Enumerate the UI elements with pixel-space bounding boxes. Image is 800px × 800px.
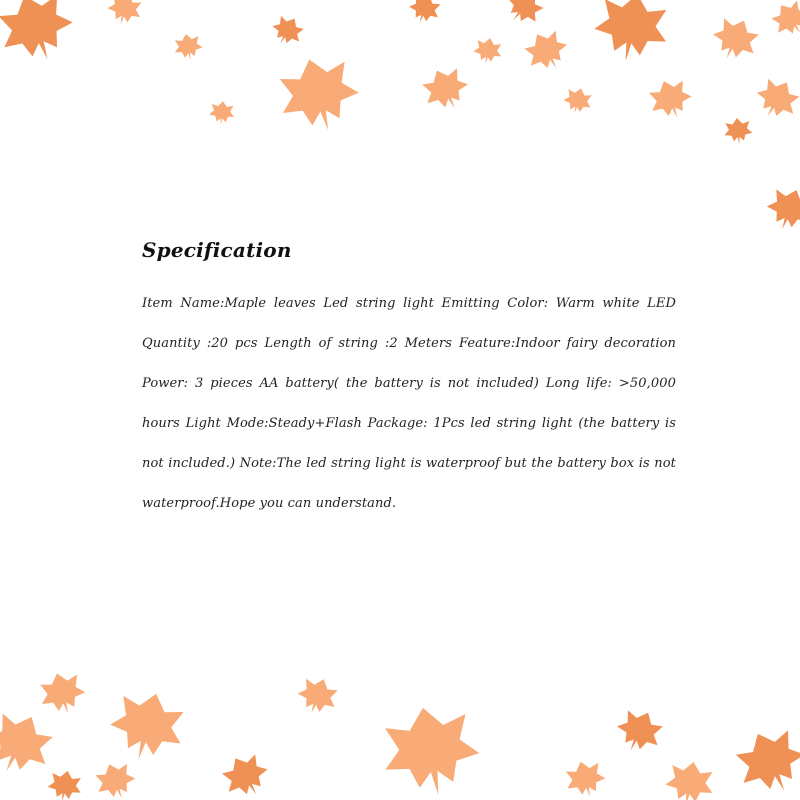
maple-leaf-icon [293, 673, 342, 721]
maple-leaf-icon [706, 11, 764, 68]
maple-leaf-icon [376, 700, 485, 800]
maple-leaf-icon [271, 49, 366, 140]
maple-leaf-icon [723, 117, 753, 145]
maple-leaf-icon [35, 668, 89, 720]
maple-leaf-icon [749, 72, 800, 127]
specification-title: Specification [142, 238, 292, 262]
maple-leaf-icon [644, 74, 697, 125]
specification-section [142, 238, 676, 524]
maple-leaf-icon [727, 720, 800, 800]
maple-leaf-icon [761, 182, 800, 236]
maple-leaf-icon [46, 768, 85, 800]
maple-leaf-icon [216, 747, 276, 800]
maple-leaf-icon [519, 24, 575, 79]
maple-leaf-icon [590, 0, 673, 67]
maple-leaf-icon [208, 100, 235, 126]
maple-leaf-icon [0, 0, 82, 72]
maple-leaf-icon [172, 32, 204, 62]
maple-leaf-icon [766, 0, 800, 43]
maple-leaf-icon [417, 61, 475, 118]
maple-leaf-icon [267, 11, 308, 51]
maple-leaf-icon [104, 0, 145, 29]
maple-leaf-icon [499, 0, 549, 32]
maple-leaf-icon [0, 703, 61, 784]
maple-leaf-icon [610, 703, 668, 760]
maple-leaf-icon [91, 758, 140, 800]
maple-leaf-icon [405, 0, 444, 28]
maple-leaf-icon [103, 684, 191, 768]
maple-leaf-icon [561, 85, 595, 117]
maple-leaf-icon [662, 758, 717, 800]
maple-leaf-icon [472, 36, 504, 66]
specification-body: Item Name:Maple leaves Led string light Emitting Color: Warm white LED Quantity :20 pcs Length of string :2 Meters Feature:Indoor fairy decoration Power: 3 pieces AA battery( the battery is not included) Long life: >50,000 hours Light Mode:Steady+Flash Package: 1Pcs led string light (the battery is not included.) Note:The led string light is waterproof but the battery box is not waterproof.Hope you can understand. [142, 296, 676, 511]
maple-leaf-icon [562, 757, 609, 800]
